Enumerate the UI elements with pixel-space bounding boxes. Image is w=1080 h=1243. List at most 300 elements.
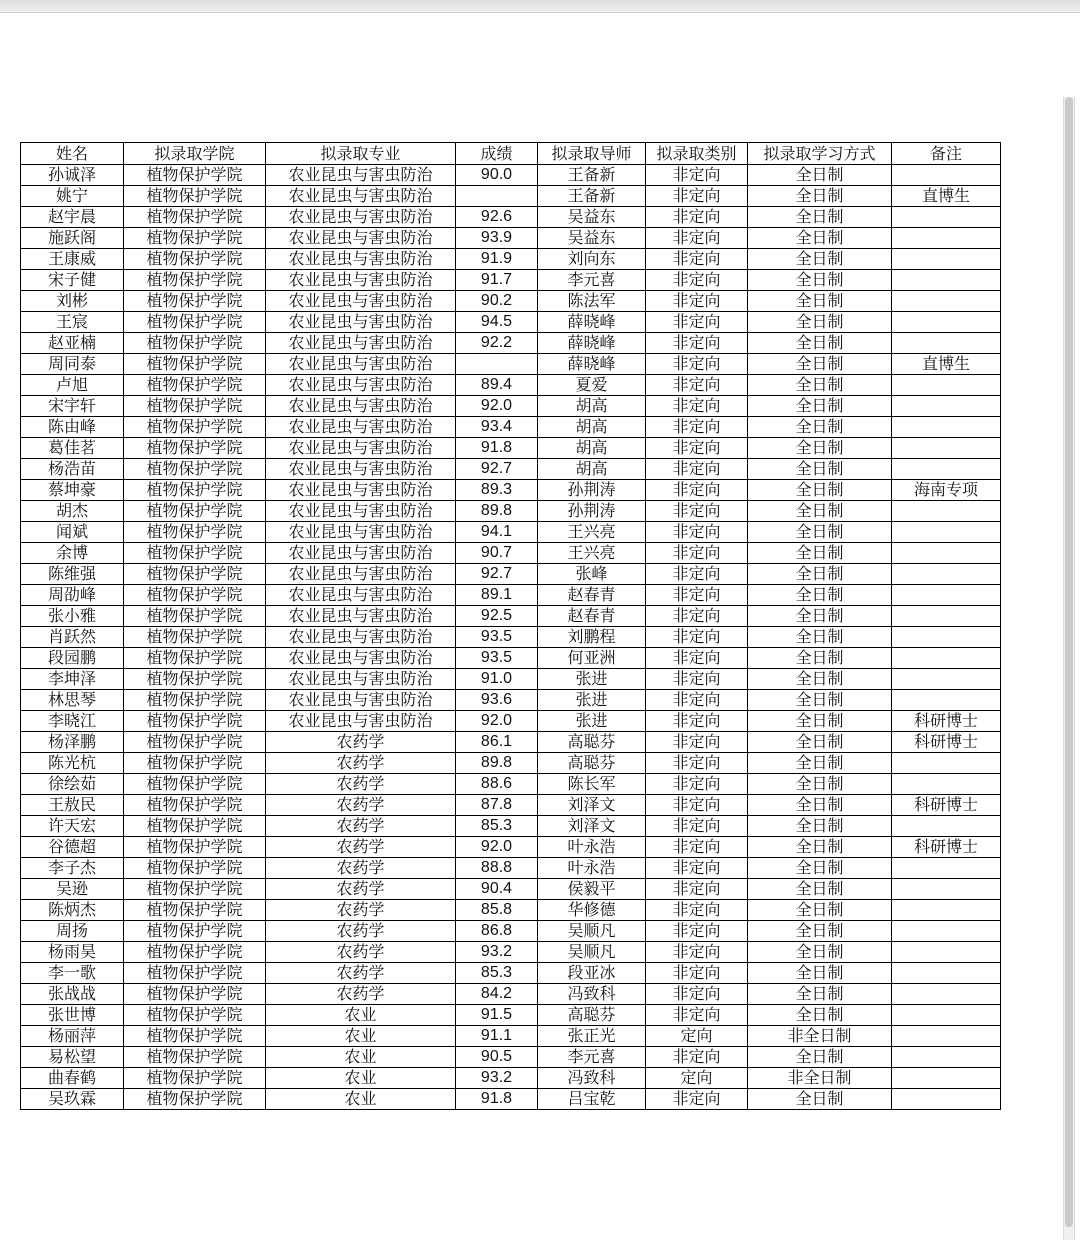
cell-major: 农药学: [266, 942, 456, 963]
cell-score: 92.0: [456, 837, 538, 858]
table-row: [21, 669, 1001, 690]
cell-college: 植物保护学院: [124, 921, 266, 942]
cell-remark: [892, 438, 1001, 459]
cell-score: 90.2: [456, 291, 538, 312]
table-row: [21, 858, 1001, 879]
cell-major: 农业昆虫与害虫防治: [266, 291, 456, 312]
cell-score: 91.8: [456, 438, 538, 459]
cell-category: 非定向: [646, 921, 748, 942]
cell-major: 农业昆虫与害虫防治: [266, 648, 456, 669]
cell-study-mode: 全日制: [748, 858, 892, 879]
cell-major: 农业昆虫与害虫防治: [266, 417, 456, 438]
cell-college: 植物保护学院: [124, 753, 266, 774]
cell-category: 非定向: [646, 963, 748, 984]
cell-major: 农业昆虫与害虫防治: [266, 438, 456, 459]
cell-study-mode: 全日制: [748, 228, 892, 249]
cell-remark: [892, 1047, 1001, 1068]
cell-remark: [892, 501, 1001, 522]
cell-remark: [892, 1068, 1001, 1089]
cell-supervisor: 刘向东: [538, 249, 646, 270]
cell-score: 88.6: [456, 774, 538, 795]
cell-major: 农业昆虫与害虫防治: [266, 690, 456, 711]
cell-supervisor: 王兴亮: [538, 543, 646, 564]
table-row: [21, 1026, 1001, 1047]
cell-study-mode: 全日制: [748, 984, 892, 1005]
cell-category: 非定向: [646, 228, 748, 249]
cell-category: 非定向: [646, 942, 748, 963]
cell-category: 非定向: [646, 900, 748, 921]
cell-study-mode: 全日制: [748, 522, 892, 543]
cell-supervisor: 叶永浩: [538, 837, 646, 858]
cell-major: 农药学: [266, 963, 456, 984]
cell-category: 非定向: [646, 417, 748, 438]
cell-score: 90.0: [456, 165, 538, 186]
cell-score: 89.8: [456, 501, 538, 522]
table-row: [21, 753, 1001, 774]
header-college: 拟录取学院: [124, 143, 266, 165]
cell-category: 非定向: [646, 165, 748, 186]
cell-score: 93.5: [456, 627, 538, 648]
cell-college: 植物保护学院: [124, 186, 266, 207]
cell-supervisor: 薛晓峰: [538, 333, 646, 354]
vertical-scrollbar[interactable]: [1063, 97, 1075, 1240]
cell-remark: [892, 543, 1001, 564]
cell-supervisor: 冯致科: [538, 1068, 646, 1089]
cell-college: 植物保护学院: [124, 249, 266, 270]
table-row: [21, 585, 1001, 606]
cell-supervisor: 叶永浩: [538, 858, 646, 879]
cell-major: 农药学: [266, 837, 456, 858]
cell-supervisor: 吴益东: [538, 207, 646, 228]
cell-remark: 科研博士: [892, 795, 1001, 816]
cell-major: 农药学: [266, 816, 456, 837]
cell-name: 林思琴: [21, 690, 124, 711]
cell-major: 农业昆虫与害虫防治: [266, 375, 456, 396]
cell-remark: [892, 459, 1001, 480]
cell-remark: [892, 522, 1001, 543]
cell-college: 植物保护学院: [124, 648, 266, 669]
cell-category: 非定向: [646, 732, 748, 753]
cell-score: 85.3: [456, 816, 538, 837]
cell-major: 农业昆虫与害虫防治: [266, 669, 456, 690]
cell-college: 植物保护学院: [124, 858, 266, 879]
cell-category: 定向: [646, 1068, 748, 1089]
table-row: [21, 564, 1001, 585]
cell-major: 农业昆虫与害虫防治: [266, 186, 456, 207]
cell-supervisor: 李元喜: [538, 1047, 646, 1068]
cell-score: 92.2: [456, 333, 538, 354]
cell-category: 非定向: [646, 606, 748, 627]
cell-supervisor: 王兴亮: [538, 522, 646, 543]
table-row: [21, 1005, 1001, 1026]
table-row: [21, 921, 1001, 942]
cell-score: 87.8: [456, 795, 538, 816]
cell-college: 植物保护学院: [124, 459, 266, 480]
cell-name: 吴玖霖: [21, 1089, 124, 1110]
cell-name: 曲春鹤: [21, 1068, 124, 1089]
cell-remark: [892, 1005, 1001, 1026]
cell-supervisor: 吴益东: [538, 228, 646, 249]
table-row: [21, 774, 1001, 795]
table-row: [21, 165, 1001, 186]
cell-name: 吴逊: [21, 879, 124, 900]
cell-remark: [892, 858, 1001, 879]
cell-college: 植物保护学院: [124, 438, 266, 459]
cell-major: 农业昆虫与害虫防治: [266, 396, 456, 417]
cell-name: 李晓江: [21, 711, 124, 732]
cell-supervisor: 薛晓峰: [538, 354, 646, 375]
cell-remark: [892, 417, 1001, 438]
cell-supervisor: 赵春青: [538, 585, 646, 606]
cell-college: 植物保护学院: [124, 1005, 266, 1026]
table-row: [21, 984, 1001, 1005]
table-row: [21, 942, 1001, 963]
cell-study-mode: 全日制: [748, 732, 892, 753]
table-row: [21, 879, 1001, 900]
cell-category: 非定向: [646, 816, 748, 837]
cell-supervisor: 孙荆涛: [538, 501, 646, 522]
cell-score: 89.3: [456, 480, 538, 501]
table-row: [21, 312, 1001, 333]
cell-category: 非定向: [646, 795, 748, 816]
cell-name: 刘彬: [21, 291, 124, 312]
cell-category: 非定向: [646, 459, 748, 480]
cell-college: 植物保护学院: [124, 564, 266, 585]
table-row: [21, 627, 1001, 648]
table-row: [21, 480, 1001, 501]
cell-college: 植物保护学院: [124, 984, 266, 1005]
cell-major: 农业昆虫与害虫防治: [266, 312, 456, 333]
cell-supervisor: 胡高: [538, 396, 646, 417]
cell-name: 李子杰: [21, 858, 124, 879]
cell-college: 植物保护学院: [124, 312, 266, 333]
cell-supervisor: 吕宝乾: [538, 1089, 646, 1110]
cell-remark: 科研博士: [892, 711, 1001, 732]
cell-category: 非定向: [646, 438, 748, 459]
cell-supervisor: 陈长军: [538, 774, 646, 795]
cell-major: 农业昆虫与害虫防治: [266, 354, 456, 375]
cell-remark: [892, 921, 1001, 942]
cell-remark: [892, 207, 1001, 228]
cell-supervisor: 刘泽文: [538, 816, 646, 837]
cell-score: 91.5: [456, 1005, 538, 1026]
cell-college: 植物保护学院: [124, 963, 266, 984]
header-major: 拟录取专业: [266, 143, 456, 165]
cell-category: 非定向: [646, 648, 748, 669]
cell-major: 农业昆虫与害虫防治: [266, 501, 456, 522]
cell-category: 非定向: [646, 270, 748, 291]
cell-study-mode: 全日制: [748, 480, 892, 501]
cell-score: 88.8: [456, 858, 538, 879]
cell-major: 农业: [266, 1089, 456, 1110]
table-row: [21, 1089, 1001, 1110]
cell-supervisor: 张峰: [538, 564, 646, 585]
cell-category: 定向: [646, 1026, 748, 1047]
cell-college: 植物保护学院: [124, 606, 266, 627]
cell-study-mode: 全日制: [748, 270, 892, 291]
cell-name: 徐绘茹: [21, 774, 124, 795]
cell-supervisor: 王备新: [538, 165, 646, 186]
cell-college: 植物保护学院: [124, 900, 266, 921]
cell-college: 植物保护学院: [124, 165, 266, 186]
cell-college: 植物保护学院: [124, 354, 266, 375]
cell-category: 非定向: [646, 522, 748, 543]
cell-score: 92.0: [456, 711, 538, 732]
cell-name: 施跃阁: [21, 228, 124, 249]
table-row: [21, 711, 1001, 732]
cell-category: 非定向: [646, 837, 748, 858]
cell-name: 易松望: [21, 1047, 124, 1068]
table-row: [21, 354, 1001, 375]
cell-score: 90.4: [456, 879, 538, 900]
cell-name: 张世博: [21, 1005, 124, 1026]
table-row: [21, 1047, 1001, 1068]
cell-college: 植物保护学院: [124, 1068, 266, 1089]
cell-name: 闻斌: [21, 522, 124, 543]
cell-remark: [892, 816, 1001, 837]
cell-major: 农业昆虫与害虫防治: [266, 228, 456, 249]
cell-name: 宋宇轩: [21, 396, 124, 417]
table-row: [21, 795, 1001, 816]
cell-study-mode: 非全日制: [748, 1026, 892, 1047]
table-row: [21, 648, 1001, 669]
cell-score: 93.6: [456, 690, 538, 711]
cell-category: 非定向: [646, 627, 748, 648]
cell-category: 非定向: [646, 564, 748, 585]
cell-score: 89.8: [456, 753, 538, 774]
cell-remark: [892, 1026, 1001, 1047]
cell-category: 非定向: [646, 774, 748, 795]
scrollbar-thumb[interactable]: [1065, 97, 1073, 1227]
cell-remark: [892, 606, 1001, 627]
cell-score: 92.0: [456, 396, 538, 417]
cell-score: 93.2: [456, 1068, 538, 1089]
cell-major: 农业昆虫与害虫防治: [266, 480, 456, 501]
cell-study-mode: 全日制: [748, 921, 892, 942]
cell-major: 农药学: [266, 858, 456, 879]
cell-category: 非定向: [646, 312, 748, 333]
cell-major: 农药学: [266, 921, 456, 942]
cell-college: 植物保护学院: [124, 228, 266, 249]
cell-remark: [892, 333, 1001, 354]
cell-study-mode: 全日制: [748, 333, 892, 354]
table-row: [21, 207, 1001, 228]
cell-college: 植物保护学院: [124, 501, 266, 522]
cell-study-mode: 全日制: [748, 669, 892, 690]
cell-name: 赵宇晨: [21, 207, 124, 228]
table-row: [21, 270, 1001, 291]
table-row: [21, 417, 1001, 438]
cell-name: 杨泽鹏: [21, 732, 124, 753]
cell-college: 植物保护学院: [124, 795, 266, 816]
cell-major: 农业: [266, 1026, 456, 1047]
cell-remark: [892, 1089, 1001, 1110]
cell-name: 李坤泽: [21, 669, 124, 690]
cell-major: 农药学: [266, 732, 456, 753]
cell-major: 农业昆虫与害虫防治: [266, 207, 456, 228]
cell-score: 90.7: [456, 543, 538, 564]
cell-college: 植物保护学院: [124, 417, 266, 438]
cell-name: 宋子健: [21, 270, 124, 291]
cell-supervisor: 王备新: [538, 186, 646, 207]
cell-college: 植物保护学院: [124, 879, 266, 900]
cell-score: 89.4: [456, 375, 538, 396]
cell-major: 农药学: [266, 795, 456, 816]
cell-study-mode: 全日制: [748, 648, 892, 669]
table-header-row: [21, 143, 1001, 165]
table-row: [21, 501, 1001, 522]
cell-score: 91.9: [456, 249, 538, 270]
cell-major: 农业昆虫与害虫防治: [266, 564, 456, 585]
cell-major: 农业: [266, 1047, 456, 1068]
cell-category: 非定向: [646, 480, 748, 501]
cell-remark: [892, 228, 1001, 249]
table-row: [21, 1068, 1001, 1089]
cell-study-mode: 全日制: [748, 837, 892, 858]
cell-name: 陈光杭: [21, 753, 124, 774]
cell-supervisor: 张正光: [538, 1026, 646, 1047]
cell-name: 王宸: [21, 312, 124, 333]
cell-category: 非定向: [646, 1005, 748, 1026]
cell-study-mode: 全日制: [748, 312, 892, 333]
cell-remark: [892, 669, 1001, 690]
cell-supervisor: 吴顺凡: [538, 942, 646, 963]
cell-category: 非定向: [646, 984, 748, 1005]
cell-supervisor: 吴顺凡: [538, 921, 646, 942]
cell-name: 胡杰: [21, 501, 124, 522]
cell-category: 非定向: [646, 354, 748, 375]
cell-major: 农业昆虫与害虫防治: [266, 522, 456, 543]
cell-score: 86.8: [456, 921, 538, 942]
cell-college: 植物保护学院: [124, 291, 266, 312]
cell-remark: [892, 879, 1001, 900]
header-score: 成绩: [456, 143, 538, 165]
cell-score: 92.7: [456, 564, 538, 585]
cell-college: 植物保护学院: [124, 375, 266, 396]
cell-study-mode: 全日制: [748, 354, 892, 375]
cell-college: 植物保护学院: [124, 543, 266, 564]
cell-study-mode: 全日制: [748, 543, 892, 564]
cell-remark: 直博生: [892, 354, 1001, 375]
cell-major: 农业昆虫与害虫防治: [266, 711, 456, 732]
cell-college: 植物保护学院: [124, 669, 266, 690]
cell-supervisor: 李元喜: [538, 270, 646, 291]
table-row: [21, 690, 1001, 711]
cell-category: 非定向: [646, 753, 748, 774]
cell-category: 非定向: [646, 669, 748, 690]
table-row: [21, 249, 1001, 270]
cell-name: 肖跃然: [21, 627, 124, 648]
cell-remark: 科研博士: [892, 732, 1001, 753]
cell-study-mode: 全日制: [748, 249, 892, 270]
cell-supervisor: 胡高: [538, 438, 646, 459]
cell-study-mode: 全日制: [748, 564, 892, 585]
cell-remark: [892, 291, 1001, 312]
cell-score: 85.3: [456, 963, 538, 984]
cell-study-mode: 全日制: [748, 1047, 892, 1068]
cell-study-mode: 全日制: [748, 501, 892, 522]
cell-name: 杨雨昊: [21, 942, 124, 963]
cell-major: 农药学: [266, 753, 456, 774]
cell-score: 91.0: [456, 669, 538, 690]
header-name: 姓名: [21, 143, 124, 165]
cell-remark: [892, 690, 1001, 711]
cell-study-mode: 全日制: [748, 585, 892, 606]
cell-supervisor: 夏爱: [538, 375, 646, 396]
cell-supervisor: 赵春青: [538, 606, 646, 627]
cell-college: 植物保护学院: [124, 774, 266, 795]
cell-study-mode: 全日制: [748, 627, 892, 648]
cell-college: 植物保护学院: [124, 480, 266, 501]
cell-name: 段园鹏: [21, 648, 124, 669]
table-row: [21, 900, 1001, 921]
cell-score: [456, 186, 538, 207]
cell-name: 葛佳茗: [21, 438, 124, 459]
cell-remark: [892, 396, 1001, 417]
table-row: [21, 228, 1001, 249]
cell-college: 植物保护学院: [124, 270, 266, 291]
cell-category: 非定向: [646, 543, 748, 564]
cell-remark: 海南专项: [892, 480, 1001, 501]
table-row: [21, 543, 1001, 564]
table-row: [21, 963, 1001, 984]
cell-study-mode: 全日制: [748, 396, 892, 417]
table-row: [21, 396, 1001, 417]
cell-study-mode: 全日制: [748, 375, 892, 396]
cell-name: 张小雅: [21, 606, 124, 627]
cell-remark: [892, 648, 1001, 669]
cell-major: 农药学: [266, 900, 456, 921]
cell-college: 植物保护学院: [124, 816, 266, 837]
cell-name: 陈由峰: [21, 417, 124, 438]
cell-score: 86.1: [456, 732, 538, 753]
cell-score: 89.1: [456, 585, 538, 606]
cell-study-mode: 全日制: [748, 291, 892, 312]
cell-remark: [892, 942, 1001, 963]
cell-study-mode: 全日制: [748, 753, 892, 774]
cell-name: 王敖民: [21, 795, 124, 816]
cell-study-mode: 全日制: [748, 795, 892, 816]
table-row: [21, 522, 1001, 543]
cell-category: 非定向: [646, 879, 748, 900]
cell-supervisor: 刘鹏程: [538, 627, 646, 648]
cell-remark: [892, 375, 1001, 396]
cell-college: 植物保护学院: [124, 627, 266, 648]
table-row: [21, 459, 1001, 480]
cell-college: 植物保护学院: [124, 1089, 266, 1110]
cell-college: 植物保护学院: [124, 1026, 266, 1047]
cell-score: 91.7: [456, 270, 538, 291]
cell-name: 张战战: [21, 984, 124, 1005]
cell-study-mode: 全日制: [748, 438, 892, 459]
cell-category: 非定向: [646, 585, 748, 606]
cell-study-mode: 全日制: [748, 165, 892, 186]
cell-college: 植物保护学院: [124, 207, 266, 228]
cell-score: 94.5: [456, 312, 538, 333]
cell-college: 植物保护学院: [124, 942, 266, 963]
cell-category: 非定向: [646, 375, 748, 396]
cell-name: 赵亚楠: [21, 333, 124, 354]
cell-study-mode: 全日制: [748, 711, 892, 732]
cell-college: 植物保护学院: [124, 333, 266, 354]
cell-major: 农业昆虫与害虫防治: [266, 249, 456, 270]
cell-name: 周扬: [21, 921, 124, 942]
cell-study-mode: 全日制: [748, 963, 892, 984]
cell-college: 植物保护学院: [124, 396, 266, 417]
cell-remark: [892, 774, 1001, 795]
table-row: [21, 732, 1001, 753]
cell-study-mode: 全日制: [748, 207, 892, 228]
